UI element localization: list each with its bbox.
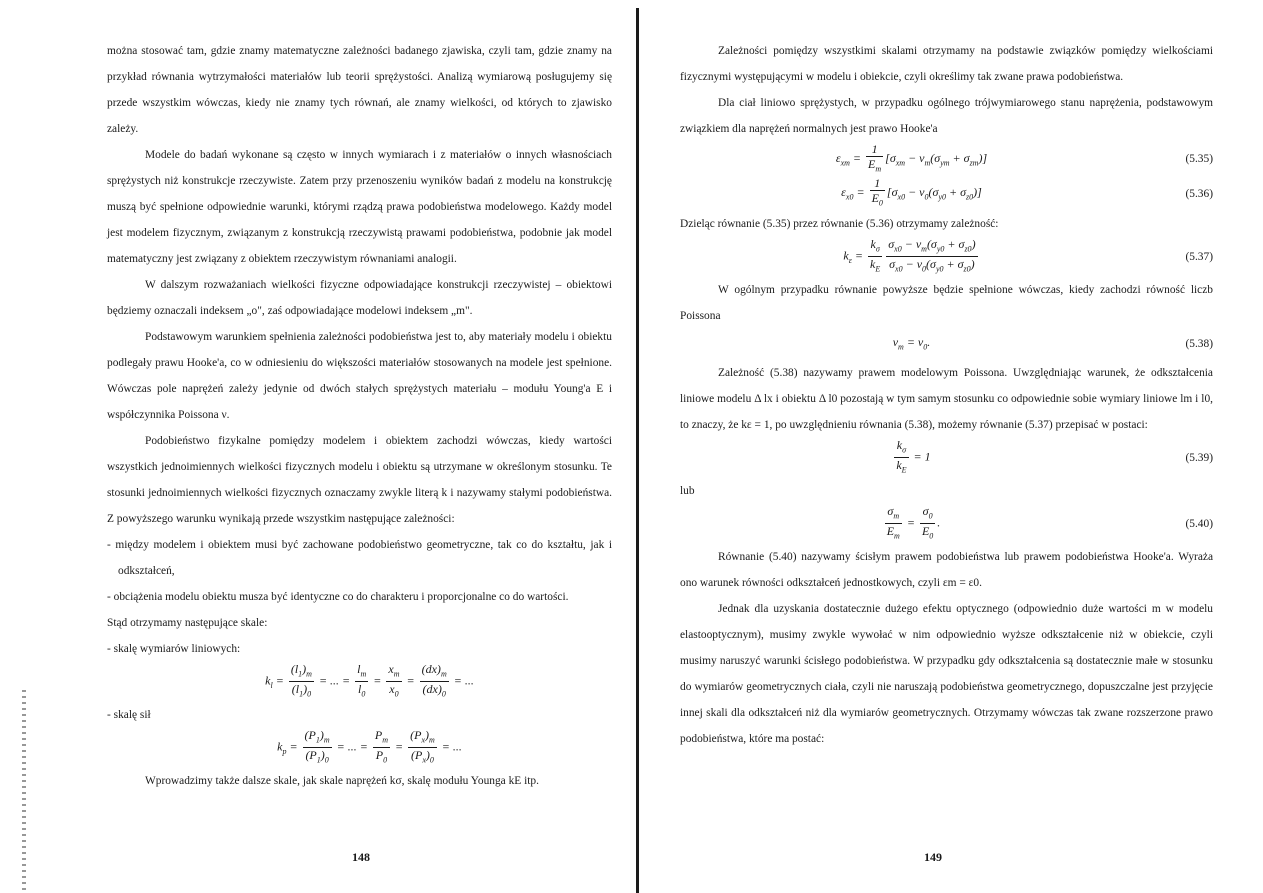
paragraph: Modele do badań wykonane są często w innych wymiarach i z materiałów o innych własnościach sprężystych niż konstrukcje rzeczywiste. Zatem przy przenoszeniu wyników badań z modelu na konstrukcję muszą być spełnione odpowiednie warunki, którymi rządzą prawa podobieństwa modelowego. Każdy model jest modelem fizycznym, związanym z konstrukcją rzeczywistą prawami podobieństwa, podobnie jak model matematyczny jest związany z obiektem rzeczywistym równaniami analogii. — [107, 149, 612, 265]
paragraph: Równanie (5.40) nazywamy ścisłym prawem podobieństwa lub prawem podobieństwa Hooke'a. Wyraża ono warunek równości odkształceń jednostkowych, czyli εm = ε0. — [680, 550, 1213, 589]
left-text-column — [107, 38, 612, 794]
paragraph: Dzieląc równanie (5.35) przez równanie (5.36) otrzymamy zależność: — [680, 217, 999, 230]
book-spine — [636, 8, 639, 893]
paragraph: W ogólnym przypadku równanie powyższe będzie spełnione wówczas, kiedy zachodzi równość liczb Poissona — [680, 283, 1213, 322]
right-page — [640, 0, 1263, 893]
equation-force-scale: $k_p$ = $\frac{(P_1)_m}{(P_1)_0}$ = ... = $\frac{P_m}{P_0}$ = $\frac{(P_x)_m}{(P_x)_0}$ = ... — [277, 727, 462, 765]
paragraph: Zależności pomiędzy wszystkimi skalami otrzymamy na podstawie związków pomiędzy wielkościami fizycznymi występującymi w modelu i obiekcie, czyli określimy tak zwane prawa podobieństwa. — [680, 45, 1213, 83]
paragraph: lub — [680, 484, 695, 497]
paragraph: Stąd otrzymamy następujące skale: — [107, 617, 268, 629]
equation-5-40: $\frac{\sigma_m}{E_m}$ = $\frac{\sigma_0}{E_0}$ . (5.40) — [886, 503, 1213, 541]
equation-5-39: $\frac{k_\sigma}{k_E}$ = 1 (5.39) — [896, 437, 1213, 475]
paragraph: Zależność (5.38) nazywamy prawem modelowym Poissona. Uwzględniając warunek, że odkształcenia liniowe modelu Δ lx i obiektu Δ l0 pozostają w tym samym stosunku co odpowiednie sobie wymiary liniowe lm i l0, to znaczy, że kε = 1, po uwzględnieniu równania (5.38), możemy równanie (5.37) przepisać w postaci: — [680, 366, 1213, 431]
paragraph: W dalszym rozważaniach wielkości fizyczne odpowiadające konstrukcji rzeczywistej – obiektowi będziemy oznaczali indeksem „o", zaś odpowiadające modelowi indeksem „m". — [107, 279, 612, 317]
list-item: - obciążenia modelu obiektu musza być identyczne co do charakteru i proporcjonalne co do wartości. — [107, 591, 569, 603]
equation-linear-scale: $k_l$ = $\frac{(l_1)_m}{(l_1)_0}$ = ... = $\frac{l_m}{l_0}$ = $\frac{x_m}{x_0}$ = $\frac{(dx)_m}{(dx)_0}$ = ... — [265, 662, 474, 699]
paragraph: Podstawowym warunkiem spełnienia zależności podobieństwa jest to, aby materiały modelu i obiektu podlegały prawu Hooke'a, co w odniesieniu do większości materiałów stosowanych na modele jest spełnione. Wówczas pole naprężeń zależy jedynie od dwóch stałych sprężystych materiału – modułu Young'a E i współczynnika Poissona ν. — [107, 331, 612, 421]
right-text-column — [680, 38, 1213, 752]
equation-5-36: $\varepsilon_{x0}$ = $\frac{1}{E_0}$ $[\sigma_{x0} - \nu_0(\sigma_{y0} + \sigma_{z0})]$ (5.36) — [841, 176, 1213, 208]
equation-5-35: $\varepsilon_{xm}$ = $\frac{1}{E_m}$ $[\sigma_{xm} - \nu_m(\sigma_{ym} + \sigma_{zm})]$ (5.35) — [835, 142, 1213, 174]
scan-edge-artifact — [22, 690, 26, 890]
paragraph: Jednak dla uzyskania dostatecznie dużego efektu optycznego (odpowiednio duże wartości m w modelu elastooptycznym), musimy zwykle wywołać w nim odpowiednio wyższe odkształcenie niż w obiekcie, czyli musimy naruszyć warunki ścisłego podobieństwa. W przypadku gdy odkształcenia są dostatecznie małe w stosunku do wymiarów geometrycznych ciała, czyli nie naruszają podobieństwa geometrycznego, dopuszczalne jest przyjęcie innej skali dla odkształceń niż dla wymiarów geometrycznych. Otrzymamy wówczas tak zwane rozszerzone prawo podobieństwa, które ma postać: — [680, 602, 1213, 745]
equation-5-37: $k_\varepsilon$ = $\frac{k_\sigma}{k_E}$ $\frac{\sigma_{x0} - \nu_m(\sigma_{y0} + \sigma_{z0})}{\sigma_{x0} - \nu_0(\sigma_{y0} + \sigma_{z0})}$ (5.37) — [843, 236, 1213, 274]
paragraph: Dla ciał liniowo sprężystych, w przypadku ogólnego trójwymiarowego stanu naprężenia, podstawowym związkiem dla naprężeń normalnych jest prawo Hooke'a — [680, 97, 1213, 135]
paragraph: - skalę sił — [107, 708, 151, 721]
paragraph: Podobieństwo fizykalne pomiędzy modelem i obiektem zachodzi wówczas, kiedy wartości wszystkich jednoimiennych wielkości fizycznych modelu i obiektu są utrzymane w określonym stosunku. Te stosunki jednoimiennych wielkości fizycznych oznaczamy zwykle literą k i nazywamy stałymi podobieństwa. Z powyższego warunku wynikają przede wszystkim następujące zależności: — [107, 435, 612, 525]
page-number: 148 — [352, 850, 370, 864]
paragraph: - skalę wymiarów liniowych: — [107, 643, 241, 655]
list-item: - między modelem i obiektem musi być zachowane podobieństwo geometryczne, tak co do kształtu, jak i odkształceń, — [107, 539, 612, 577]
page-number: 149 — [924, 850, 942, 864]
equation-5-38: $\nu_m = \nu_0$. (5.38) — [892, 334, 1213, 351]
paragraph: można stosować tam, gdzie znamy matematyczne zależności badanego zjawiska, czyli tam, gdzie znamy na przykład równania wytrzymałości materiałów lub teorii sprężystości. Analizą wymiarową posługujemy się przede wszystkim wówczas, kiedy nie znamy tych równań, ale znamy wielkości, od których to zjawisko zależy. — [107, 45, 612, 135]
paragraph: Wprowadzimy także dalsze skale, jak skale naprężeń kσ, skalę modułu Younga kE itp. — [145, 774, 539, 787]
